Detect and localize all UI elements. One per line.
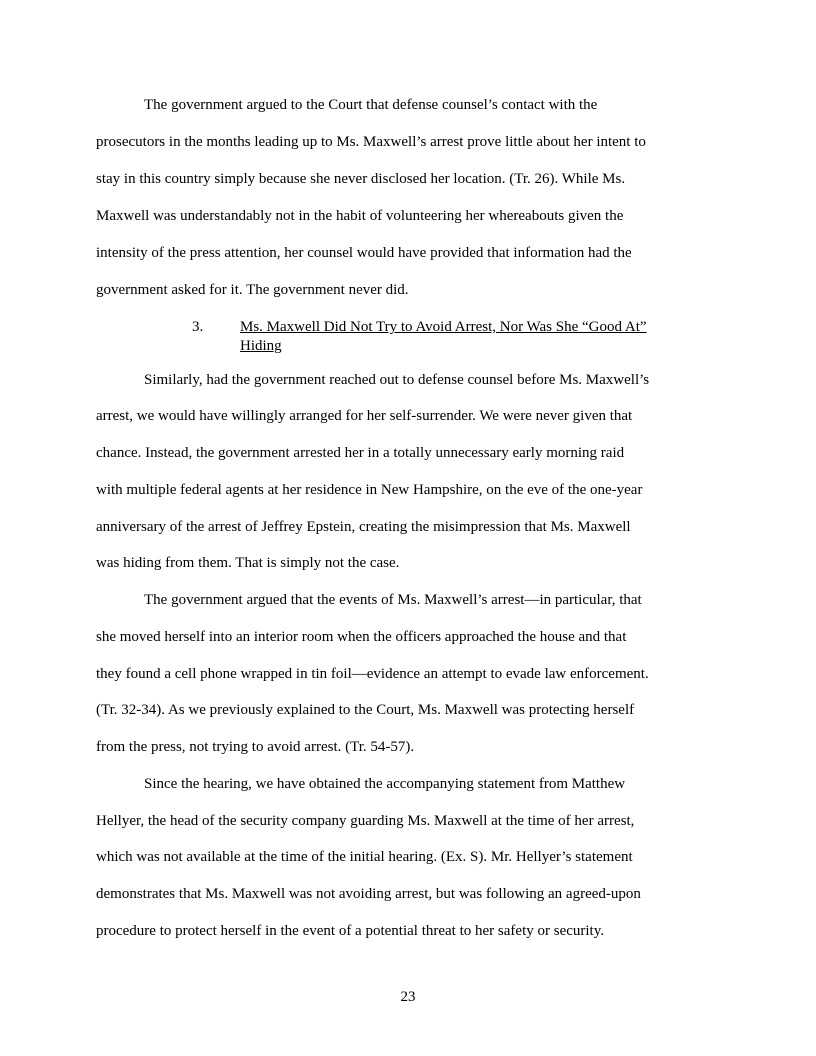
paragraph-4-line: demonstrates that Ms. Maxwell was not avoiding arrest, but was following an agreed-upon (96, 886, 641, 902)
paragraph-3-line: they found a cell phone wrapped in tin foil—evidence an attempt to evade law enforcement. (96, 666, 649, 682)
paragraph-3-line: The government argued that the events of Ms. Maxwell’s arrest—in particular, that (144, 592, 642, 608)
paragraph-3-line: she moved herself into an interior room when the officers approached the house and that (96, 629, 627, 645)
paragraph-2-line: was hiding from them. That is simply not the case. (96, 555, 400, 571)
section-heading-line-2: Hiding (240, 338, 282, 354)
paragraph-1-line: Maxwell was understandably not in the habit of volunteering her whereabouts given the (96, 208, 624, 224)
paragraph-2-line: with multiple federal agents at her residence in New Hampshire, on the eve of the one-year (96, 482, 643, 498)
paragraph-3-line: (Tr. 32-34). As we previously explained to the Court, Ms. Maxwell was protecting herself (96, 702, 635, 718)
paragraph-1-line: government asked for it. The government never did. (96, 282, 409, 298)
paragraph-1-line: prosecutors in the months leading up to Ms. Maxwell’s arrest prove little about her intent to (96, 134, 646, 150)
paragraph-2-line: arrest, we would have willingly arranged for her self-surrender. We were never given that (96, 408, 633, 424)
paragraph-4-line: procedure to protect herself in the event of a potential threat to her safety or security. (96, 923, 604, 939)
paragraph-1-line: stay in this country simply because she never disclosed her location. (Tr. 26). While Ms. (96, 171, 626, 187)
section-heading-line-1: Ms. Maxwell Did Not Try to Avoid Arrest, Nor Was She “Good At” (240, 319, 647, 335)
paragraph-4-line: Hellyer, the head of the security company guarding Ms. Maxwell at the time of her arrest, (96, 813, 635, 829)
paragraph-4-line: which was not available at the time of the initial hearing. (Ex. S). Mr. Hellyer’s statement (96, 849, 633, 865)
page-number: 23 (400, 989, 416, 1005)
paragraph-2-line: Similarly, had the government reached out to defense counsel before Ms. Maxwell’s (144, 372, 650, 388)
paragraph-2-line: chance. Instead, the government arrested her in a totally unnecessary early morning raid (96, 445, 625, 461)
paragraph-2-line: anniversary of the arrest of Jeffrey Epstein, creating the misimpression that Ms. Maxwell (96, 519, 631, 535)
section-heading-number: 3. (192, 319, 204, 335)
paragraph-1-line: The government argued to the Court that defense counsel’s contact with the (144, 97, 598, 113)
paragraph-3-line: from the press, not trying to avoid arrest. (Tr. 54-57). (96, 739, 415, 755)
paragraph-4-line: Since the hearing, we have obtained the accompanying statement from Matthew (144, 776, 626, 792)
paragraph-1-line: intensity of the press attention, her counsel would have provided that information had the (96, 245, 632, 261)
